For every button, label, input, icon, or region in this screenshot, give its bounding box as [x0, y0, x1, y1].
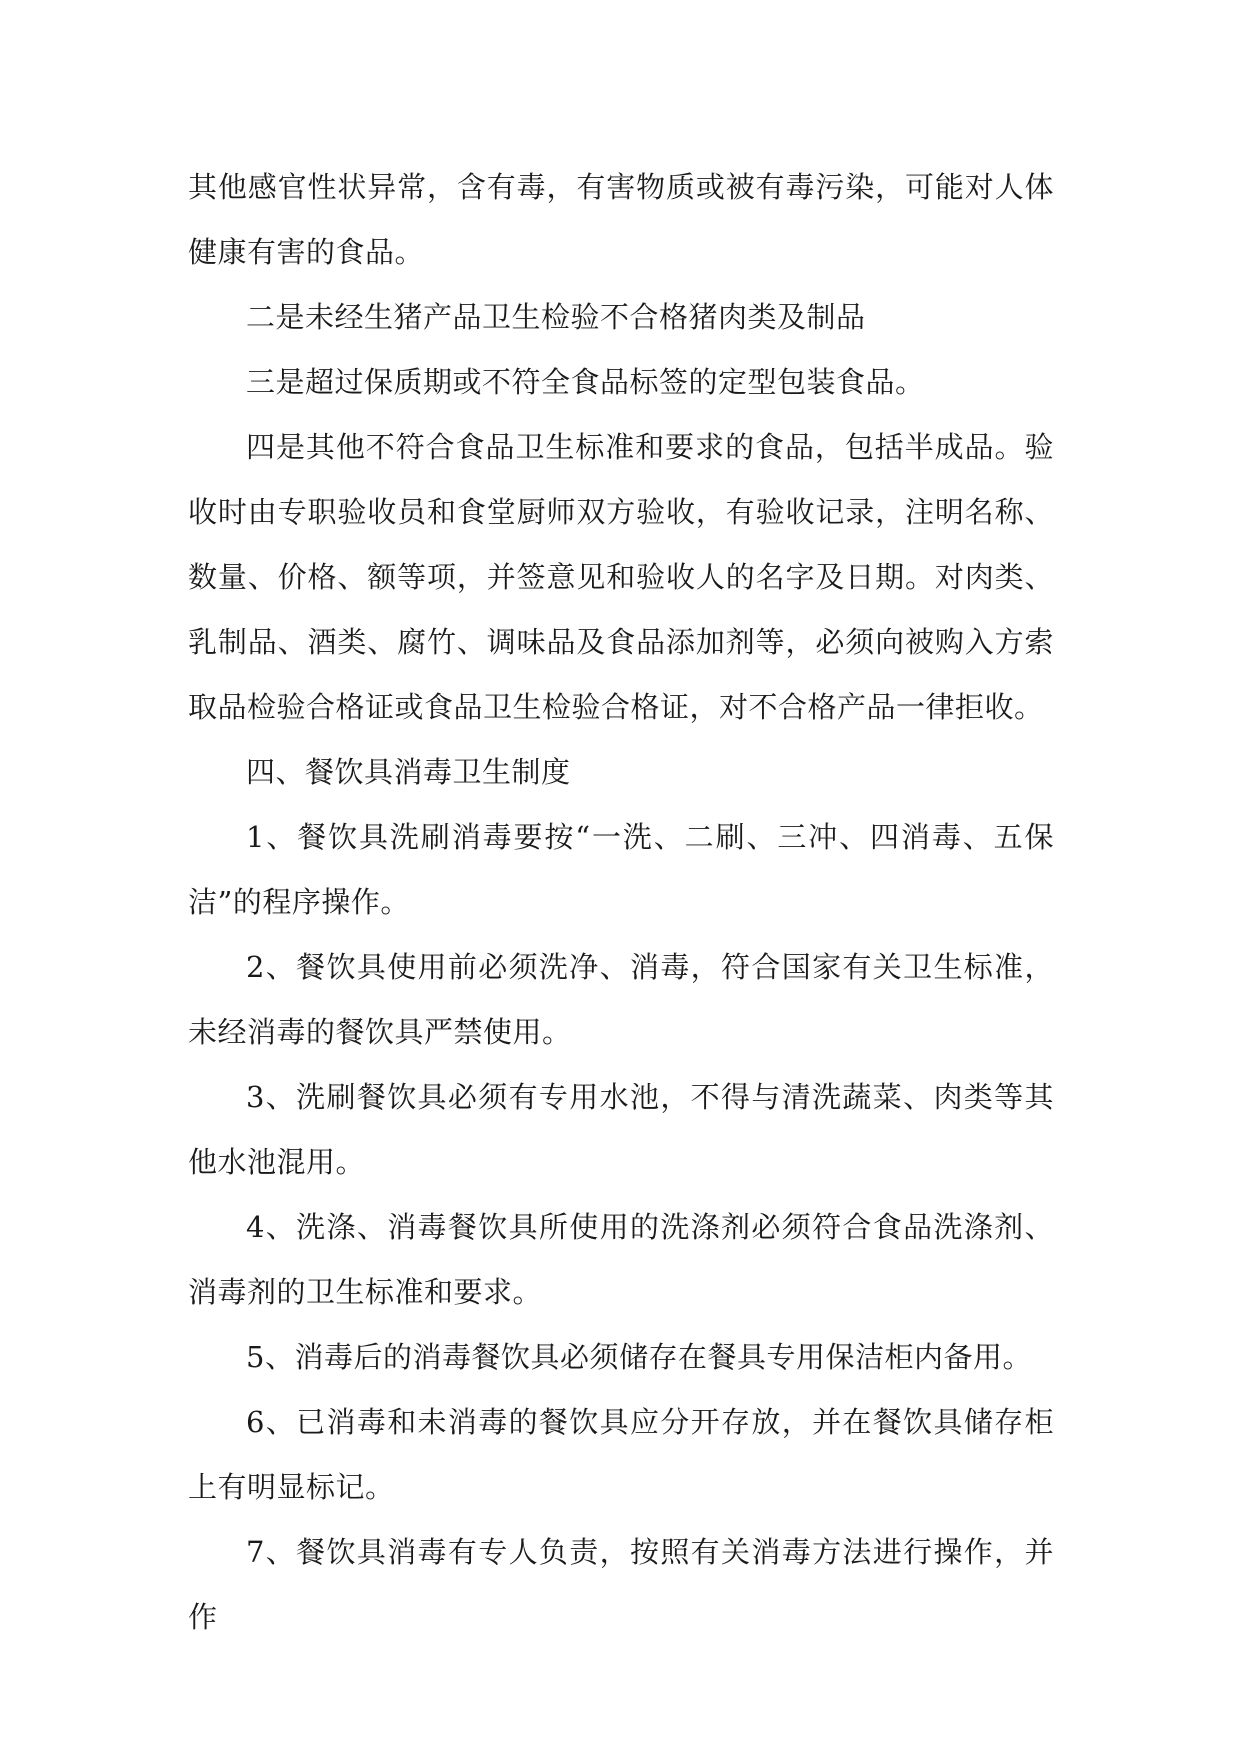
paragraph-item-6: 6、已消毒和未消毒的餐饮具应分开存放，并在餐饮具储存柜上有明显标记。 — [188, 1405, 1054, 1504]
paragraph-item-3: 3、洗刷餐饮具必须有专用水池，不得与清洗蔬菜、肉类等其他水池混用。 — [188, 1080, 1054, 1179]
paragraph-item-4: 4、洗涤、消毒餐饮具所使用的洗涤剂必须符合食品洗涤剂、消毒剂的卫生标准和要求。 — [188, 1210, 1054, 1309]
section-heading: 四、餐饮具消毒卫生制度 — [246, 755, 571, 789]
paragraph-item-5: 5、消毒后的消毒餐饮具必须储存在餐具专用保洁柜内备用。 — [246, 1340, 1032, 1374]
paragraph-1: 其他感官性状异常，含有毒，有害物质或被有毒污染，可能对人体健康有害的食品。 — [188, 170, 1054, 269]
paragraph-4: 四是其他不符合食品卫生标准和要求的食品，包括半成品。验收时由专职验收员和食堂厨师双方验收，有验收记录，注明名称、数量、价格、额等项，并签意见和验收人的名字及日期。对肉类、乳制品、酒类、腐竹、调味品及食品添加剂等，必须向被购入方索取品检验合格证或食品卫生检验合格证，对不合格产品一律拒收。 — [188, 430, 1054, 724]
paragraph-item-7: 7、餐饮具消毒有专人负责，按照有关消毒方法进行操作，并作 — [188, 1535, 1054, 1634]
paragraph-2: 二是未经生猪产品卫生检验不合格猪肉类及制品 — [246, 300, 866, 334]
paragraph-item-2: 2、餐饮具使用前必须洗净、消毒，符合国家有关卫生标准，未经消毒的餐饮具严禁使用。 — [188, 950, 1054, 1049]
paragraph-3: 三是超过保质期或不符全食品标签的定型包装食品。 — [246, 365, 925, 399]
paragraph-item-1: 1、餐饮具洗刷消毒要按“一洗、二刷、三冲、四消毒、五保洁”的程序操作。 — [188, 820, 1054, 919]
document-body — [188, 155, 1054, 1650]
